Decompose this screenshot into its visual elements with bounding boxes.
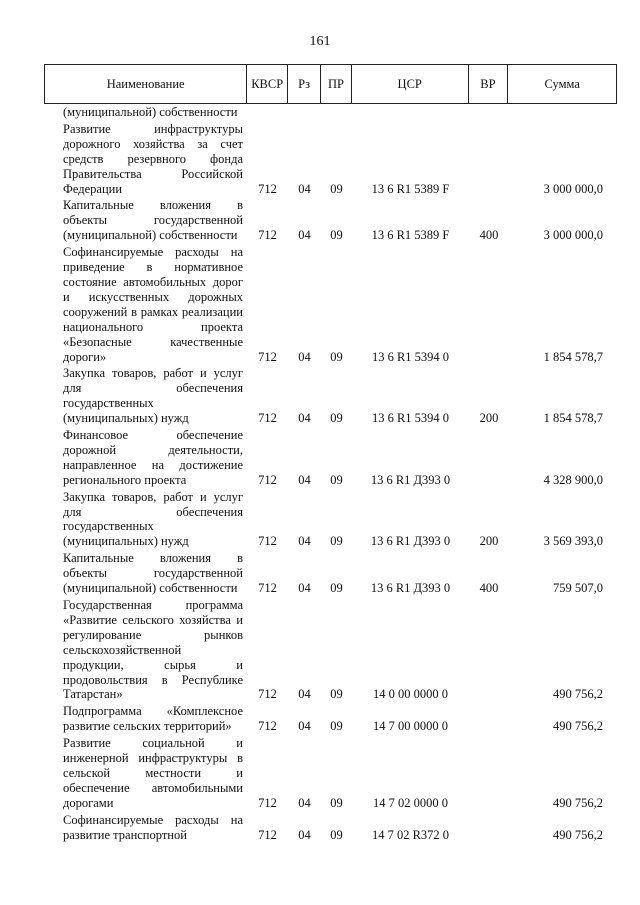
row-vr: 200 xyxy=(479,411,499,426)
row-pr: 09 xyxy=(330,827,343,842)
row-pr: 09 xyxy=(330,719,343,734)
budget-table xyxy=(44,64,617,843)
header-rz: Рз xyxy=(288,65,321,103)
row-csr: 13 6 R1 5389 F xyxy=(371,228,450,243)
row-sum: 759 507,0 xyxy=(553,581,603,596)
row-csr: 13 6 R1 Д393 0 xyxy=(370,581,451,596)
row-kvsr: 712 xyxy=(258,472,277,487)
row-name: Капитальные вложения в объекты государственной (муниципальной) собственности xyxy=(63,551,243,596)
row-sum: 490 756,2 xyxy=(553,687,603,702)
row-name: Софинансируемые расходы на развитие транспортной xyxy=(63,812,243,842)
table-row xyxy=(44,598,617,702)
row-vr: 400 xyxy=(479,228,499,243)
row-kvsr: 712 xyxy=(258,719,277,734)
table-row xyxy=(44,366,617,426)
row-kvsr: 712 xyxy=(258,181,277,196)
row-kvsr: 712 xyxy=(258,581,277,596)
table-row xyxy=(44,105,617,120)
row-pr: 09 xyxy=(330,534,343,549)
row-kvsr: 712 xyxy=(258,687,277,702)
row-pr: 09 xyxy=(330,795,343,810)
row-sum: 3 000 000,0 xyxy=(543,181,603,196)
row-pr: 09 xyxy=(330,228,343,243)
table-header xyxy=(44,64,617,104)
header-vr: ВР xyxy=(469,65,509,103)
row-sum: 490 756,2 xyxy=(553,719,603,734)
header-kvsr: КВСР xyxy=(247,65,288,103)
row-vr: 200 xyxy=(479,534,499,549)
row-vr: 400 xyxy=(479,581,499,596)
table-row xyxy=(44,490,617,550)
row-kvsr: 712 xyxy=(258,349,277,364)
row-sum: 1 854 578,7 xyxy=(543,411,603,426)
row-csr: 13 6 R1 5389 F xyxy=(371,181,450,196)
row-name: Развитие социальной и инженерной инфраструктуры в сельской местности и обеспечение автомобильными дорогами xyxy=(63,736,243,810)
row-pr: 09 xyxy=(330,581,343,596)
header-csr: ЦСР xyxy=(352,65,469,103)
table-row xyxy=(44,428,617,488)
row-kvsr: 712 xyxy=(258,411,277,426)
table-row xyxy=(44,704,617,734)
table-row xyxy=(44,245,617,364)
row-kvsr: 712 xyxy=(258,534,277,549)
row-rz: 04 xyxy=(298,827,311,842)
row-kvsr: 712 xyxy=(258,228,277,243)
row-rz: 04 xyxy=(298,581,311,596)
row-rz: 04 xyxy=(298,228,311,243)
header-pr: ПР xyxy=(321,65,352,103)
row-name: Подпрограмма «Комплексное развитие сельских территорий» xyxy=(63,704,243,734)
row-name: Закупка товаров, работ и услуг для обеспечения государственных (муниципальных) нужд xyxy=(63,489,243,549)
row-pr: 09 xyxy=(330,411,343,426)
row-name: Капитальные вложения в объекты государственной (муниципальной) собственности xyxy=(63,198,243,243)
row-rz: 04 xyxy=(298,472,311,487)
row-sum: 490 756,2 xyxy=(553,827,603,842)
row-rz: 04 xyxy=(298,687,311,702)
row-rz: 04 xyxy=(298,349,311,364)
row-name: (муниципальной) собственности xyxy=(63,105,238,119)
row-name: Финансовое обеспечение дорожной деятельности, направленное на достижение регионального проекта xyxy=(63,428,243,487)
row-name: Развитие инфраструктуры дорожного хозяйства за счет средств резервного фонда Правительства Российской Федерации xyxy=(63,121,243,196)
page-number: 161 xyxy=(309,34,331,49)
row-csr: 14 7 00 0000 0 xyxy=(373,719,448,734)
table-row xyxy=(44,813,617,843)
row-name: Закупка товаров, работ и услуг для обеспечения государственных (муниципальных) нужд xyxy=(63,366,243,426)
header-name: Наименование xyxy=(45,65,247,103)
row-sum: 1 854 578,7 xyxy=(543,349,603,364)
row-pr: 09 xyxy=(330,472,343,487)
header-sum: Сумма xyxy=(544,76,580,91)
table-row xyxy=(44,736,617,811)
row-rz: 04 xyxy=(298,411,311,426)
row-name: Государственная программа «Развитие сельского хозяйства и регулирование рынков сельскохозяйственной продукции, сырья и продовольствия в Республике Татарстан» xyxy=(63,598,243,702)
row-csr: 13 6 R1 5394 0 xyxy=(371,349,450,364)
row-sum: 4 328 900,0 xyxy=(543,472,603,487)
row-rz: 04 xyxy=(298,795,311,810)
row-csr: 13 6 R1 Д393 0 xyxy=(370,472,451,487)
row-csr: 14 0 00 0000 0 xyxy=(373,687,448,702)
row-kvsr: 712 xyxy=(258,795,277,810)
row-name: Софинансируемые расходы на приведение в нормативное состояние автомобильных дорог и искусственных дорожных сооружений в рамках реализации национального проекта «Безопасные качественные дороги» xyxy=(63,245,243,364)
row-sum: 490 756,2 xyxy=(553,795,603,810)
row-csr: 13 6 R1 5394 0 xyxy=(371,411,450,426)
table-row xyxy=(44,551,617,596)
row-pr: 09 xyxy=(330,687,343,702)
row-rz: 04 xyxy=(298,719,311,734)
row-csr: 13 6 R1 Д393 0 xyxy=(370,534,451,549)
row-pr: 09 xyxy=(330,181,343,196)
table-row xyxy=(44,122,617,197)
row-rz: 04 xyxy=(298,534,311,549)
row-kvsr: 712 xyxy=(258,827,277,842)
row-csr: 14 7 02 0000 0 xyxy=(373,795,448,810)
row-sum: 3 000 000,0 xyxy=(543,228,603,243)
row-rz: 04 xyxy=(298,181,311,196)
row-sum: 3 569 393,0 xyxy=(543,534,603,549)
row-pr: 09 xyxy=(330,349,343,364)
row-csr: 14 7 02 R372 0 xyxy=(371,827,450,842)
table-row xyxy=(44,198,617,243)
